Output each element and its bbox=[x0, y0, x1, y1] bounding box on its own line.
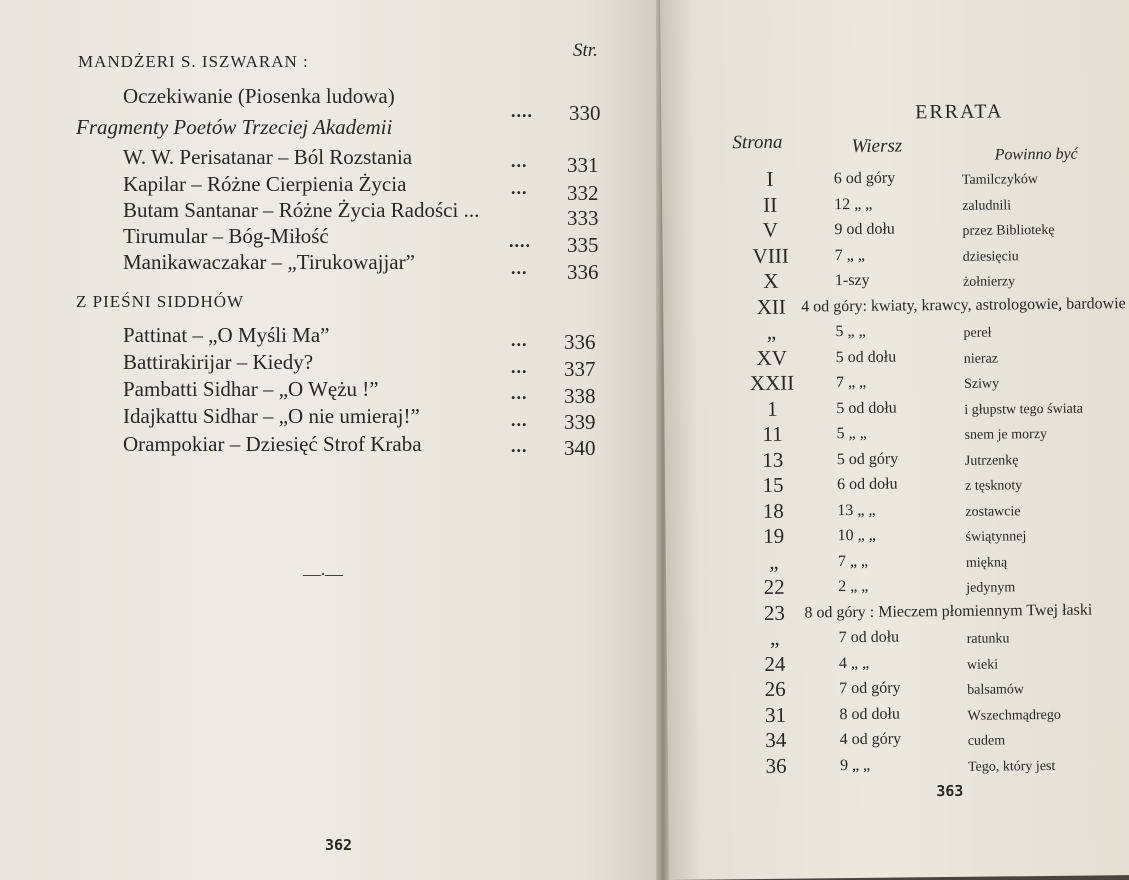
errata-line: 13 „ „ bbox=[837, 501, 876, 519]
errata-line: 9 od dołu bbox=[834, 220, 895, 239]
column-header-fix: Powinno być bbox=[994, 145, 1078, 164]
errata-correction: nieraz bbox=[963, 350, 999, 367]
errata-correction: z tęsknoty bbox=[965, 478, 1023, 494]
errata-correction: jedynym bbox=[966, 580, 1016, 596]
toc-entry-dots: ... bbox=[511, 330, 528, 350]
errata-line: 10 „ „ bbox=[837, 526, 876, 545]
toc-entry-title: W. W. Perisatanar – Ból Rozstania bbox=[123, 145, 413, 169]
errata-line: 5 od dołu bbox=[835, 348, 897, 366]
toc-entry-title: Pattinat – „O Myśli Ma” bbox=[123, 323, 330, 347]
section-title: Fragmenty Poetów Trzeciej Akademii bbox=[76, 115, 393, 139]
toc-entry-page: 338 bbox=[564, 384, 596, 408]
errata-line: 7 „ „ bbox=[835, 373, 867, 392]
page-number: 363 bbox=[936, 781, 964, 801]
errata-page: 24 bbox=[764, 651, 786, 676]
errata-line: 4 od góry bbox=[839, 730, 902, 749]
errata-page: 22 bbox=[763, 574, 785, 599]
column-header-page: Strona bbox=[732, 131, 783, 154]
toc-entry-page: 335 bbox=[567, 233, 599, 257]
errata-page: I bbox=[766, 166, 774, 191]
toc-entry-page: 333 bbox=[567, 206, 599, 230]
errata-line: 7 od dołu bbox=[838, 628, 900, 647]
errata-line: 5 od dołu bbox=[836, 399, 897, 417]
errata-line: 12 „ „ bbox=[834, 195, 873, 213]
errata-correction: zaludnili bbox=[962, 197, 1012, 214]
toc-entry-page: 340 bbox=[564, 436, 596, 460]
errata-line: 5 „ „ bbox=[836, 424, 867, 443]
errata-page: XV bbox=[756, 345, 788, 370]
errata-page: 34 bbox=[765, 727, 787, 752]
errata-correction: przez Bibliotekę bbox=[962, 222, 1055, 239]
errata-line: 8 od góry : Mieczem płomiennym Twej łaski bbox=[804, 601, 1093, 622]
toc-entry-dots: ... bbox=[511, 357, 528, 377]
errata-correction: cudem bbox=[967, 733, 1006, 749]
section-title: MANDŻERI S. ISZWARAN : bbox=[78, 52, 309, 71]
toc-entry-dots: ... bbox=[511, 410, 528, 430]
errata-correction: zostawcie bbox=[965, 503, 1021, 520]
page-column-header: Str. bbox=[573, 40, 598, 61]
errata-correction: Tamilczyków bbox=[961, 172, 1038, 188]
errata-page: II bbox=[763, 192, 778, 217]
errata-correction: wieki bbox=[966, 656, 999, 673]
errata-page: „ bbox=[769, 549, 779, 574]
errata-line: 5 od góry bbox=[836, 450, 899, 468]
errata-line: 6 od dołu bbox=[836, 475, 898, 494]
toc-entry-page: 339 bbox=[564, 410, 596, 434]
errata-page: 13 bbox=[762, 447, 784, 472]
toc-entry-title: Butam Santanar – Różne Życia Radości ... bbox=[123, 198, 480, 222]
toc-entry-dots: ... bbox=[511, 436, 528, 456]
errata-correction: snem je morzy bbox=[964, 426, 1048, 443]
toc-entry-dots: ... bbox=[511, 151, 528, 171]
errata-page: X bbox=[763, 268, 779, 293]
errata-page: VIII bbox=[752, 243, 789, 268]
errata-page: „ bbox=[769, 625, 780, 650]
errata-page: 36 bbox=[765, 753, 787, 778]
page-title: ERRATA bbox=[915, 100, 1004, 124]
errata-line: 5 „ „ bbox=[835, 322, 866, 341]
toc-entry-title: Oczekiwanie (Piosenka ludowa) bbox=[123, 84, 395, 108]
errata-correction: Jutrzenkę bbox=[964, 452, 1019, 469]
toc-entry-dots: ... bbox=[511, 258, 528, 278]
errata-page: „ bbox=[766, 319, 777, 344]
toc-entry-page: 336 bbox=[564, 330, 596, 354]
errata-page: 31 bbox=[764, 702, 787, 727]
errata-page: 1 bbox=[766, 396, 778, 421]
errata-correction: pereł bbox=[963, 325, 992, 341]
column-header-line: Wiersz bbox=[851, 135, 903, 158]
errata-page: 26 bbox=[764, 676, 786, 701]
toc-entry-title: Pambatti Sidhar – „O Wężu !” bbox=[123, 377, 379, 401]
right-page bbox=[660, 0, 1129, 880]
errata-line: 6 od góry bbox=[833, 169, 896, 188]
toc-entry-page: 336 bbox=[567, 260, 599, 284]
toc-entry-dots: ... bbox=[511, 383, 528, 403]
toc-entry-dots: .... bbox=[509, 231, 531, 251]
toc-entry-page: 337 bbox=[564, 357, 596, 381]
errata-page: 11 bbox=[762, 421, 783, 446]
errata-correction: Wszechmądrego bbox=[967, 707, 1061, 724]
section-title: Z PIEŚNI SIDDHÓW bbox=[76, 292, 245, 311]
errata-line: 7 „ „ bbox=[834, 246, 865, 264]
errata-page: XII bbox=[756, 294, 786, 319]
errata-line: 1-szy bbox=[834, 271, 870, 290]
errata-page: 23 bbox=[763, 600, 786, 625]
ornamental-rule: —·— bbox=[303, 564, 342, 584]
errata-line: 7 „ „ bbox=[837, 552, 869, 570]
errata-page: XXII bbox=[749, 370, 795, 396]
errata-line: 4 „ „ bbox=[838, 654, 870, 672]
errata-line: 4 od góry: kwiaty, krawcy, astrologowie, bardowie bbox=[801, 294, 1126, 316]
errata-page: 19 bbox=[762, 523, 785, 548]
toc-entry-title: Manikawaczakar – „Tirukowajjar” bbox=[123, 250, 415, 274]
toc-entry-title: Idajkattu Sidhar – „O nie umieraj!” bbox=[123, 404, 420, 428]
toc-entry-dots: ... bbox=[511, 178, 528, 198]
errata-correction: dziesięciu bbox=[962, 248, 1019, 265]
toc-entry-dots: .... bbox=[511, 101, 533, 121]
toc-entry-title: Orampokiar – Dziesięć Strof Kraba bbox=[123, 432, 422, 456]
errata-correction: świątynnej bbox=[965, 529, 1027, 545]
toc-entry-page: 330 bbox=[569, 101, 601, 125]
errata-correction: i głupstw tego świata bbox=[964, 401, 1083, 418]
errata-line: 2 „ „ bbox=[838, 577, 869, 596]
toc-entry-page: 332 bbox=[567, 181, 599, 205]
errata-correction: miękną bbox=[965, 554, 1008, 571]
toc-entry-title: Battirakirijar – Kiedy? bbox=[123, 350, 314, 374]
errata-page: V bbox=[762, 217, 779, 242]
errata-line: 7 od góry bbox=[839, 679, 901, 698]
errata-correction: Sziwy bbox=[963, 376, 1000, 392]
errata-correction: ratunku bbox=[966, 631, 1010, 647]
errata-correction: Tego, który jest bbox=[967, 758, 1056, 775]
toc-entry-title: Kapilar – Różne Cierpienia Życia bbox=[123, 172, 407, 196]
errata-line: 8 od dołu bbox=[839, 705, 901, 723]
errata-page: 18 bbox=[762, 498, 784, 523]
errata-correction: żołnierzy bbox=[962, 274, 1016, 290]
toc-entry-title: Tirumular – Bóg-Miłość bbox=[123, 224, 329, 248]
page-number: 362 bbox=[325, 836, 353, 854]
errata-page: 15 bbox=[762, 472, 784, 497]
toc-entry-page: 331 bbox=[567, 153, 599, 177]
errata-correction: balsamów bbox=[967, 682, 1025, 698]
errata-line: 9 „ „ bbox=[839, 756, 871, 774]
